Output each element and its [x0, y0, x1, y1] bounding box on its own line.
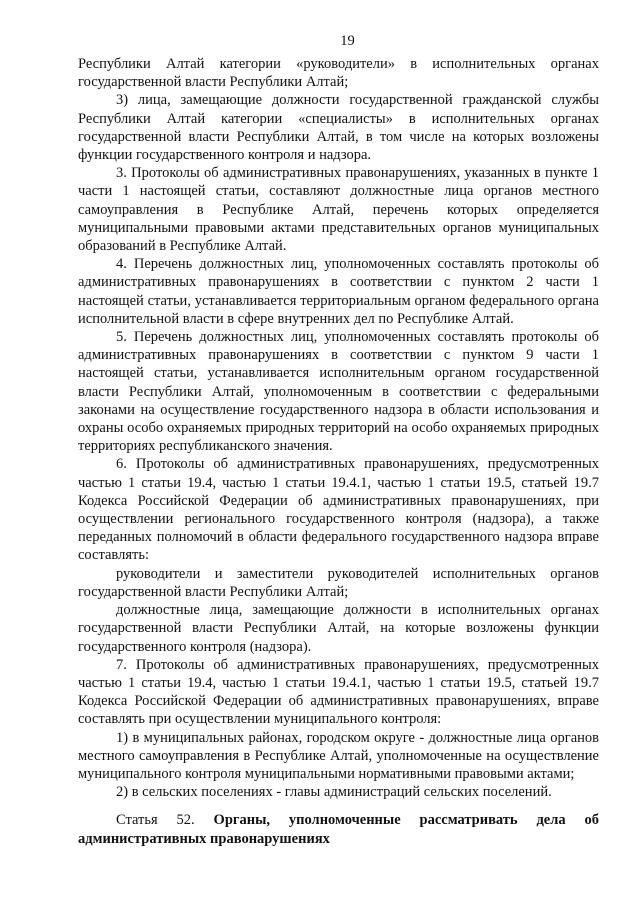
paragraph-part-4: 4. Перечень должностных лиц, уполномоченных составлять протоколы об административных правонарушениях в соответствии с пунктом 2 части 1 настоящей статьи, устанавливается территориальным органом федерального органа исполнительной власти в сфере внутренних дел по Республике Алтай. — [78, 256, 599, 327]
article-heading — [78, 811, 599, 847]
paragraph-part-7-item-2: 2) в сельских поселениях - главы администраций сельских поселений. — [116, 784, 552, 801]
document-body — [78, 55, 599, 801]
paragraph-part-6-heads: руководители и заместители руководителей исполнительных органов государственной власти Республики Алтай; — [78, 565, 599, 600]
paragraph-part-5: 5. Перечень должностных лиц, уполномоченных составлять протоколы об административных правонарушениях в соответствии с пунктом 9 части 1 настоящей статьи, устанавливается исполнительным органом государственной власти Республики Алтай, уполномоченным в соответствии с федеральными законами на осуществление государственного надзора в области использования и охраны особо охраняемых природных территорий на особо охраняемых природных территориях республиканского значения. — [78, 329, 599, 455]
page-number: 19 — [340, 33, 355, 49]
article-title: Органы, уполномоченные рассматривать дела об административных правонарушениях — [78, 812, 599, 847]
article-number: Статья 52. — [116, 812, 195, 829]
paragraph-part-6-officials: должностные лица, замещающие должности в исполнительных органах государственной власти Республики Алтай, на которые возложены функции государственного контроля (надзора). — [78, 602, 599, 655]
paragraph-continuation: Республики Алтай категории «руководители» в исполнительных органах государственной власти Республики Алтай; — [78, 56, 599, 91]
paragraph-part-3: 3. Протоколы об административных правонарушениях, указанных в пункте 1 части 1 настоящей статьи, составляют должностные лица органов местного самоуправления в Республике Алтай, перечень которых определяется муниципальными правовыми актами представительных органов муниципальных образований в Республике Алтай. — [78, 165, 599, 255]
paragraph-item-3: 3) лица, замещающие должности государственной гражданской службы Республики Алтай категории «специалисты» в исполнительных органах государственной власти Республики Алтай, в том числе на которых возложены функции государственного контроля и надзора. — [78, 92, 599, 164]
paragraph-part-7: 7. Протоколы об административных правонарушениях, предусмотренных частью 1 статьи 19.4, частью 1 статьи 19.4.1, частью 1 статьи 19.5, статьей 19.7 Кодекса Российской Федерации об административных правонарушениях, вправе составлять при осуществлении муниципального контроля: — [78, 656, 599, 728]
paragraph-part-6: 6. Протоколы об административных правонарушениях, предусмотренных частью 1 статьи 19.4, частью 1 статьи 19.4.1, частью 1 статьи 19.5, статьей 19.7 Кодекса Российской Федерации об административных правонарушениях, при осуществлении регионального государственного контроля (надзора), а также переданных полномочий в области федерального государственного надзора вправе составлять: — [78, 456, 599, 564]
paragraph-part-7-item-1: 1) в муниципальных районах, городском округе - должностные лица органов местного самоуправления в Республике Алтай, уполномоченные на осуществление муниципального контроля муниципальными нормативными правовыми актами; — [78, 729, 599, 782]
